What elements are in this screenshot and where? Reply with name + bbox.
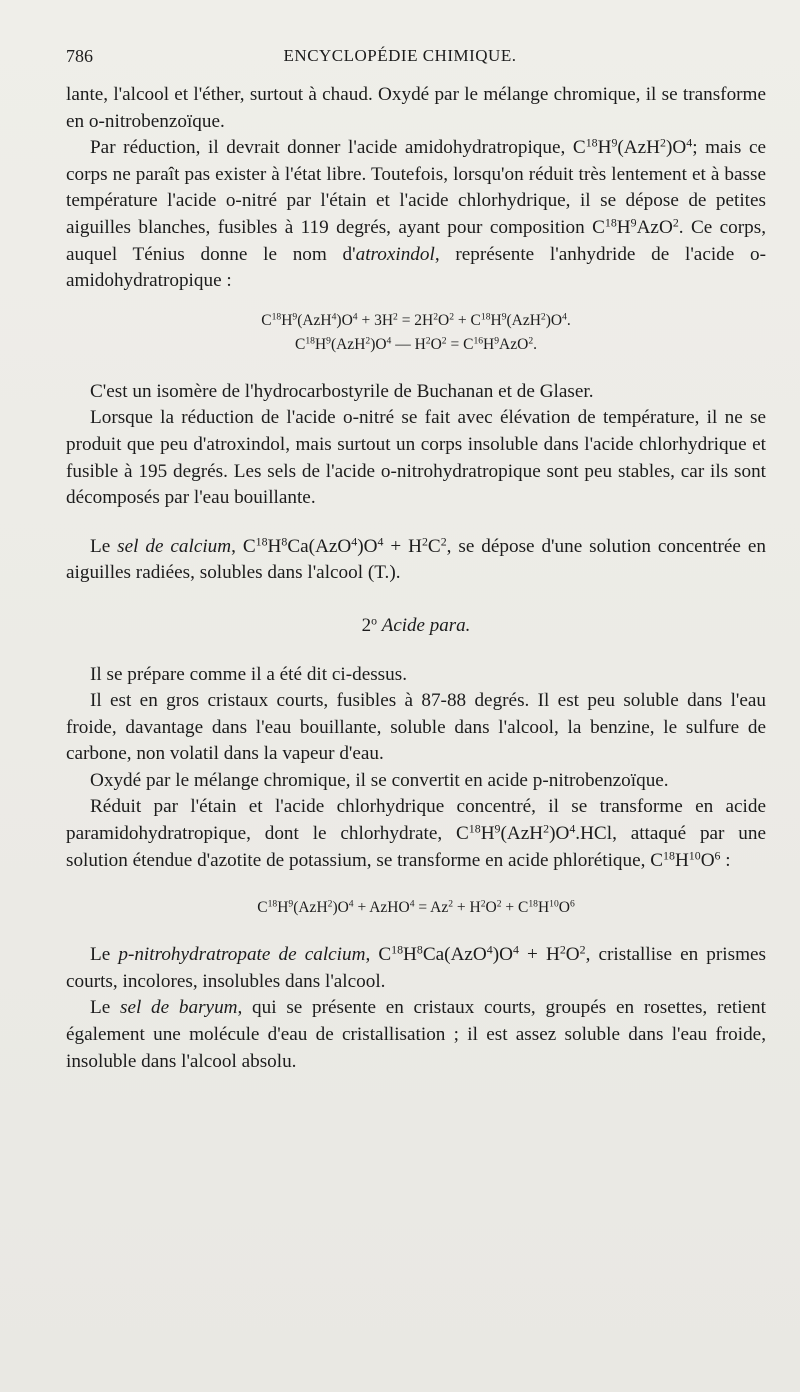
- paragraph-reduction: Par réduction, il devrait donner l'acide amidohydratropique, $C^{18}H^9(AzH^2)O^4$; mais ce corps ne paraît pas exister à l'état libre. Toutefois, lorsqu'on réduit très lentement et à basse température l'acide o-nitré par l'étain et l'acide chlorhydrique, il se dépose de petites aiguilles blanches, fusibles à 119 degrés, ayant pour composition $C^{18}H^9AzO^2$. Ce corps, auquel Ténius donne le nom d'atroxindol, représente l'anhydride de l'acide o-amidohydratropique :: [66, 135, 766, 292]
- paragraph-continuation: lante, l'alcool et l'éther, surtout à chaud. Oxydé par le mélange chromique, il se transforme en o-nitrobenzoïque.: [66, 84, 766, 132]
- formula-1: $C^{18}H^9(AzH^4)O^4 + 3H^2 = 2H^2O^2 + C^{18}H^9(AzH^2)O^4$.: [261, 311, 571, 329]
- page-body: [66, 82, 766, 1075]
- paragraph-crystals: Il est en gros cristaux courts, fusibles à 87-88 degrés. Il est peu soluble dans l'eau froide, davantage dans l'eau bouillante, soluble dans l'alcool, la benzine, le sulfure de carbone, non volatil dans la vapeur d'eau.: [66, 690, 766, 765]
- running-title: ENCYCLOPÉDIE CHIMIQUE.: [283, 46, 517, 65]
- section-heading: 2$^o$ Acide para.: [361, 614, 471, 636]
- page-number: 786: [66, 46, 93, 66]
- formula-2: $C^{18}H^9(AzH^2)O^4$ — $H^2O^2 = C^{16}H^9AzO^2$.: [295, 335, 537, 353]
- formula-3: $C^{18}H^9(AzH^2)O^4$ + AzHO$^4$ = $Az^2 + H^2O^2 + C^{18}H^{10}O^6$: [257, 898, 575, 917]
- paragraph-oxidation: Oxydé par le mélange chromique, il se convertit en acide p-nitrobenzoïque.: [90, 769, 669, 791]
- term-atroxindol: atroxindol: [355, 243, 435, 265]
- paragraph-isomer: C'est un isomère de l'hydrocarbostyrile de Buchanan et de Glaser.: [90, 380, 594, 402]
- paragraph-temperature: Lorsque la réduction de l'acide o-nitré se fait avec élévation de température, il ne se produit que peu d'atroxindol, mais surtout un corps insoluble dans l'acide chlorhydrique et fusible à 195 degrés. Les sels de l'acide o-nitrohydratropique sont peu stables, car ils sont décomposés par l'eau bouillante.: [66, 407, 766, 509]
- paragraph-preparation: Il se prépare comme il a été dit ci-dessus.: [90, 663, 408, 685]
- paragraph-barium-salt: Le sel de baryum, qui se présente en cristaux courts, groupés en rosettes, retient également une molécule d'eau de cristallisation ; il est assez soluble dans l'eau froide, insoluble dans l'alcool absolu.: [66, 997, 766, 1072]
- paragraph-calcium-salt: Le sel de calcium, $C^{18}H^8Ca(AzO^4)O^4 + H^2C^2$, se dépose d'une solution concentrée en aiguilles radiées, solubles dans l'alcool (T.).: [66, 534, 766, 584]
- page-header: [66, 46, 734, 74]
- paragraph-nitrohydratropate: Le p-nitrohydratropate de calcium, $C^{18}H^8Ca(AzO^4)O^4 + H^2O^2$, cristallise en prismes courts, incolores, insolubles dans l'alcool.: [66, 942, 766, 992]
- paragraph-para-reduction: Réduit par l'étain et l'acide chlorhydrique concentré, il se transforme en acide paramidohydratropique, dont le chlorhydrate, $C^{18}H^9(AzH^2)O^4.HCl$, attaqué par une solution étendue d'azotite de potassium, se transforme en acide phlorétique, $C^{18}H^{10}O^6$ :: [66, 796, 767, 871]
